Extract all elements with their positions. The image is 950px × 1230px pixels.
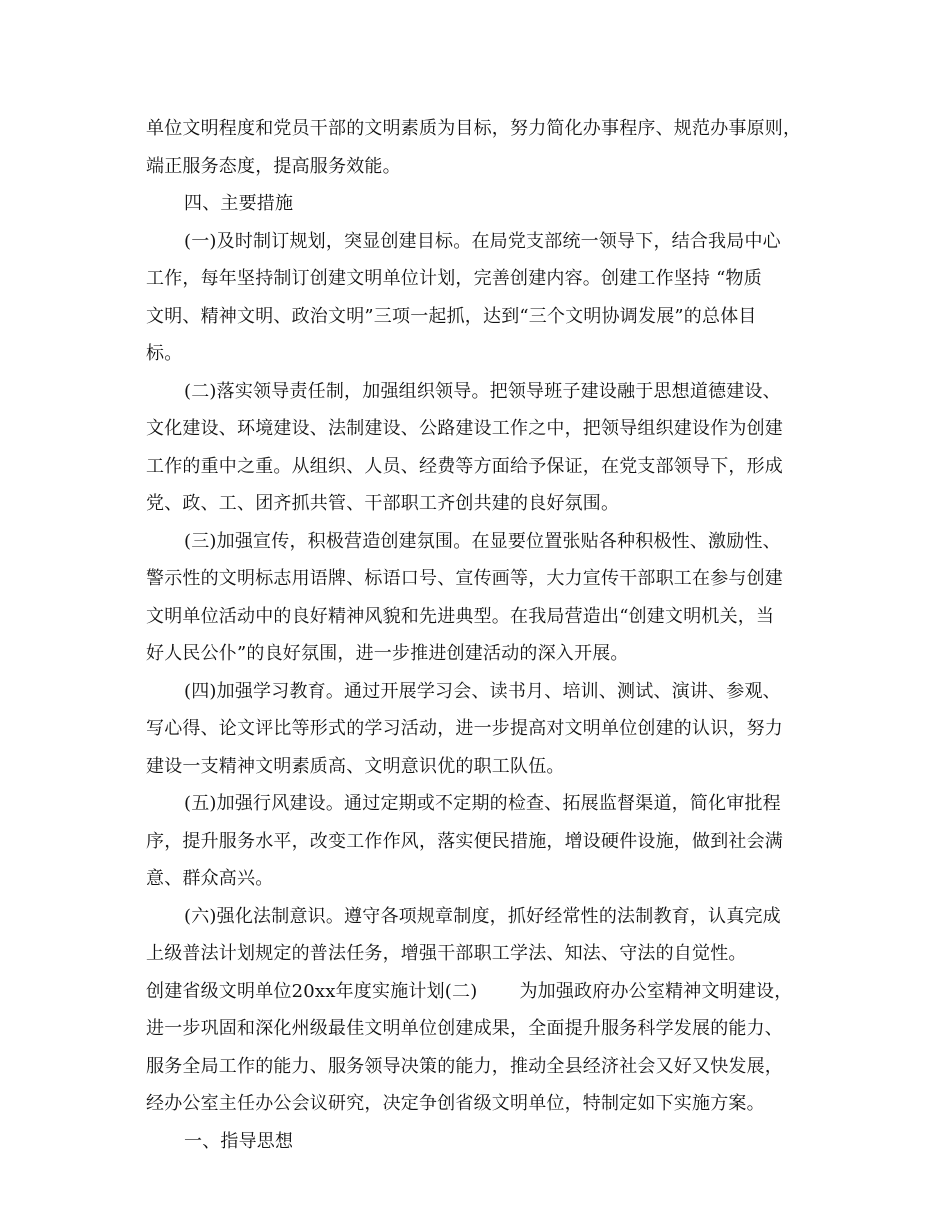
text-line: (四)加强学习教育。通过开展学习会、读书月、培训、测试、演讲、参观、 — [184, 680, 781, 702]
text-line: (二)落实领导责任制，加强组织领导。把领导班子建设融于思想道德建设、 — [184, 380, 781, 402]
text-line: (一)及时制订规划，突显创建目标。在局党支部统一领导下，结合我局中心 — [184, 230, 781, 252]
text-line: 写心得、论文评比等形式的学习活动，进一步提高对文明单位创建的认识，努力 — [146, 718, 783, 739]
text-line: 工作，每年坚持制订创建文明单位计划，完善创建内容。创建工作坚持 “物质 — [146, 268, 762, 289]
text-line: (六)强化法制意识。遵守各项规章制度，抓好经常性的法制教育，认真完成 — [184, 905, 781, 927]
paragraph-group-measures — [146, 110, 816, 973]
text-line: 序，提升服务水平，改变工作作风，落实便民措施，增设硬件设施，做到社会满 — [146, 830, 783, 852]
text-line: 警示性的文明标志用语牌、标语口号、宣传画等，大力宣传干部职工在参与创建 — [146, 568, 783, 589]
text-line: 建设一支精神文明素质高、文明意识优的职工队伍。 — [146, 755, 565, 777]
paragraph-group-plan — [146, 1010, 816, 1160]
text-line: 一、指导思想 — [184, 1130, 294, 1152]
text-line: 工作的重中之重。从组织、人员、经费等方面给予保证，在党支部领导下，形成 — [146, 455, 783, 477]
text-line: 服务全局工作的能力、服务领导决策的能力，推动全县经济社会又好又快发展， — [146, 1055, 783, 1077]
text-line: 端正服务态度，提高服务效能。 — [146, 155, 401, 177]
text-line: (三)加强宣传，积极营造创建氛围。在显要位置张贴各种积极性、激励性、 — [184, 530, 781, 552]
plan-title-line — [146, 973, 816, 1011]
text-line: 文明、精神文明、政治文明”三项一起抓，达到“三个文明协调发展”的总体目 — [146, 305, 757, 327]
text-line: 上级普法计划规定的普法任务，增强干部职工学法、知法、守法的自觉性。 — [146, 943, 747, 964]
text-line: 意、群众高兴。 — [146, 868, 274, 889]
document-body — [146, 110, 816, 1160]
text-line: 党、政、工、团齐抓共管、干部职工齐创共建的良好氛围。 — [146, 493, 620, 514]
text-line: 文化建设、环境建设、法制建设、公路建设工作之中，把领导组织建设作为创建 — [146, 418, 783, 439]
text-line: 经办公室主任办公会议研究，决定争创省级文明单位，特制定如下实施方案。 — [146, 1093, 765, 1114]
plan-title: 创建省级文明单位20xx年度实施计划(二) — [146, 980, 478, 1002]
text-line: 进一步巩固和深化州级最佳文明单位创建成果，全面提升服务科学发展的能力、 — [146, 1018, 783, 1039]
text-line: (五)加强行风建设。通过定期或不定期的检查、拓展监督渠道，简化审批程 — [184, 793, 781, 814]
text-line: 四、主要措施 — [184, 193, 294, 214]
text-line: 好人民公仆”的良好氛围，进一步推进创建活动的深入开展。 — [146, 643, 629, 664]
text-line: 文明单位活动中的良好精神风貌和先进典型。在我局营造出“创建文明机关，当 — [146, 605, 775, 627]
plan-intro-start: 为加强政府办公室精神文明建设， — [519, 980, 793, 1002]
text-line: 单位文明程度和党员干部的文明素质为目标，努力简化办事程序、规范办事原则， — [146, 118, 802, 139]
text-line: 标。 — [146, 343, 183, 364]
